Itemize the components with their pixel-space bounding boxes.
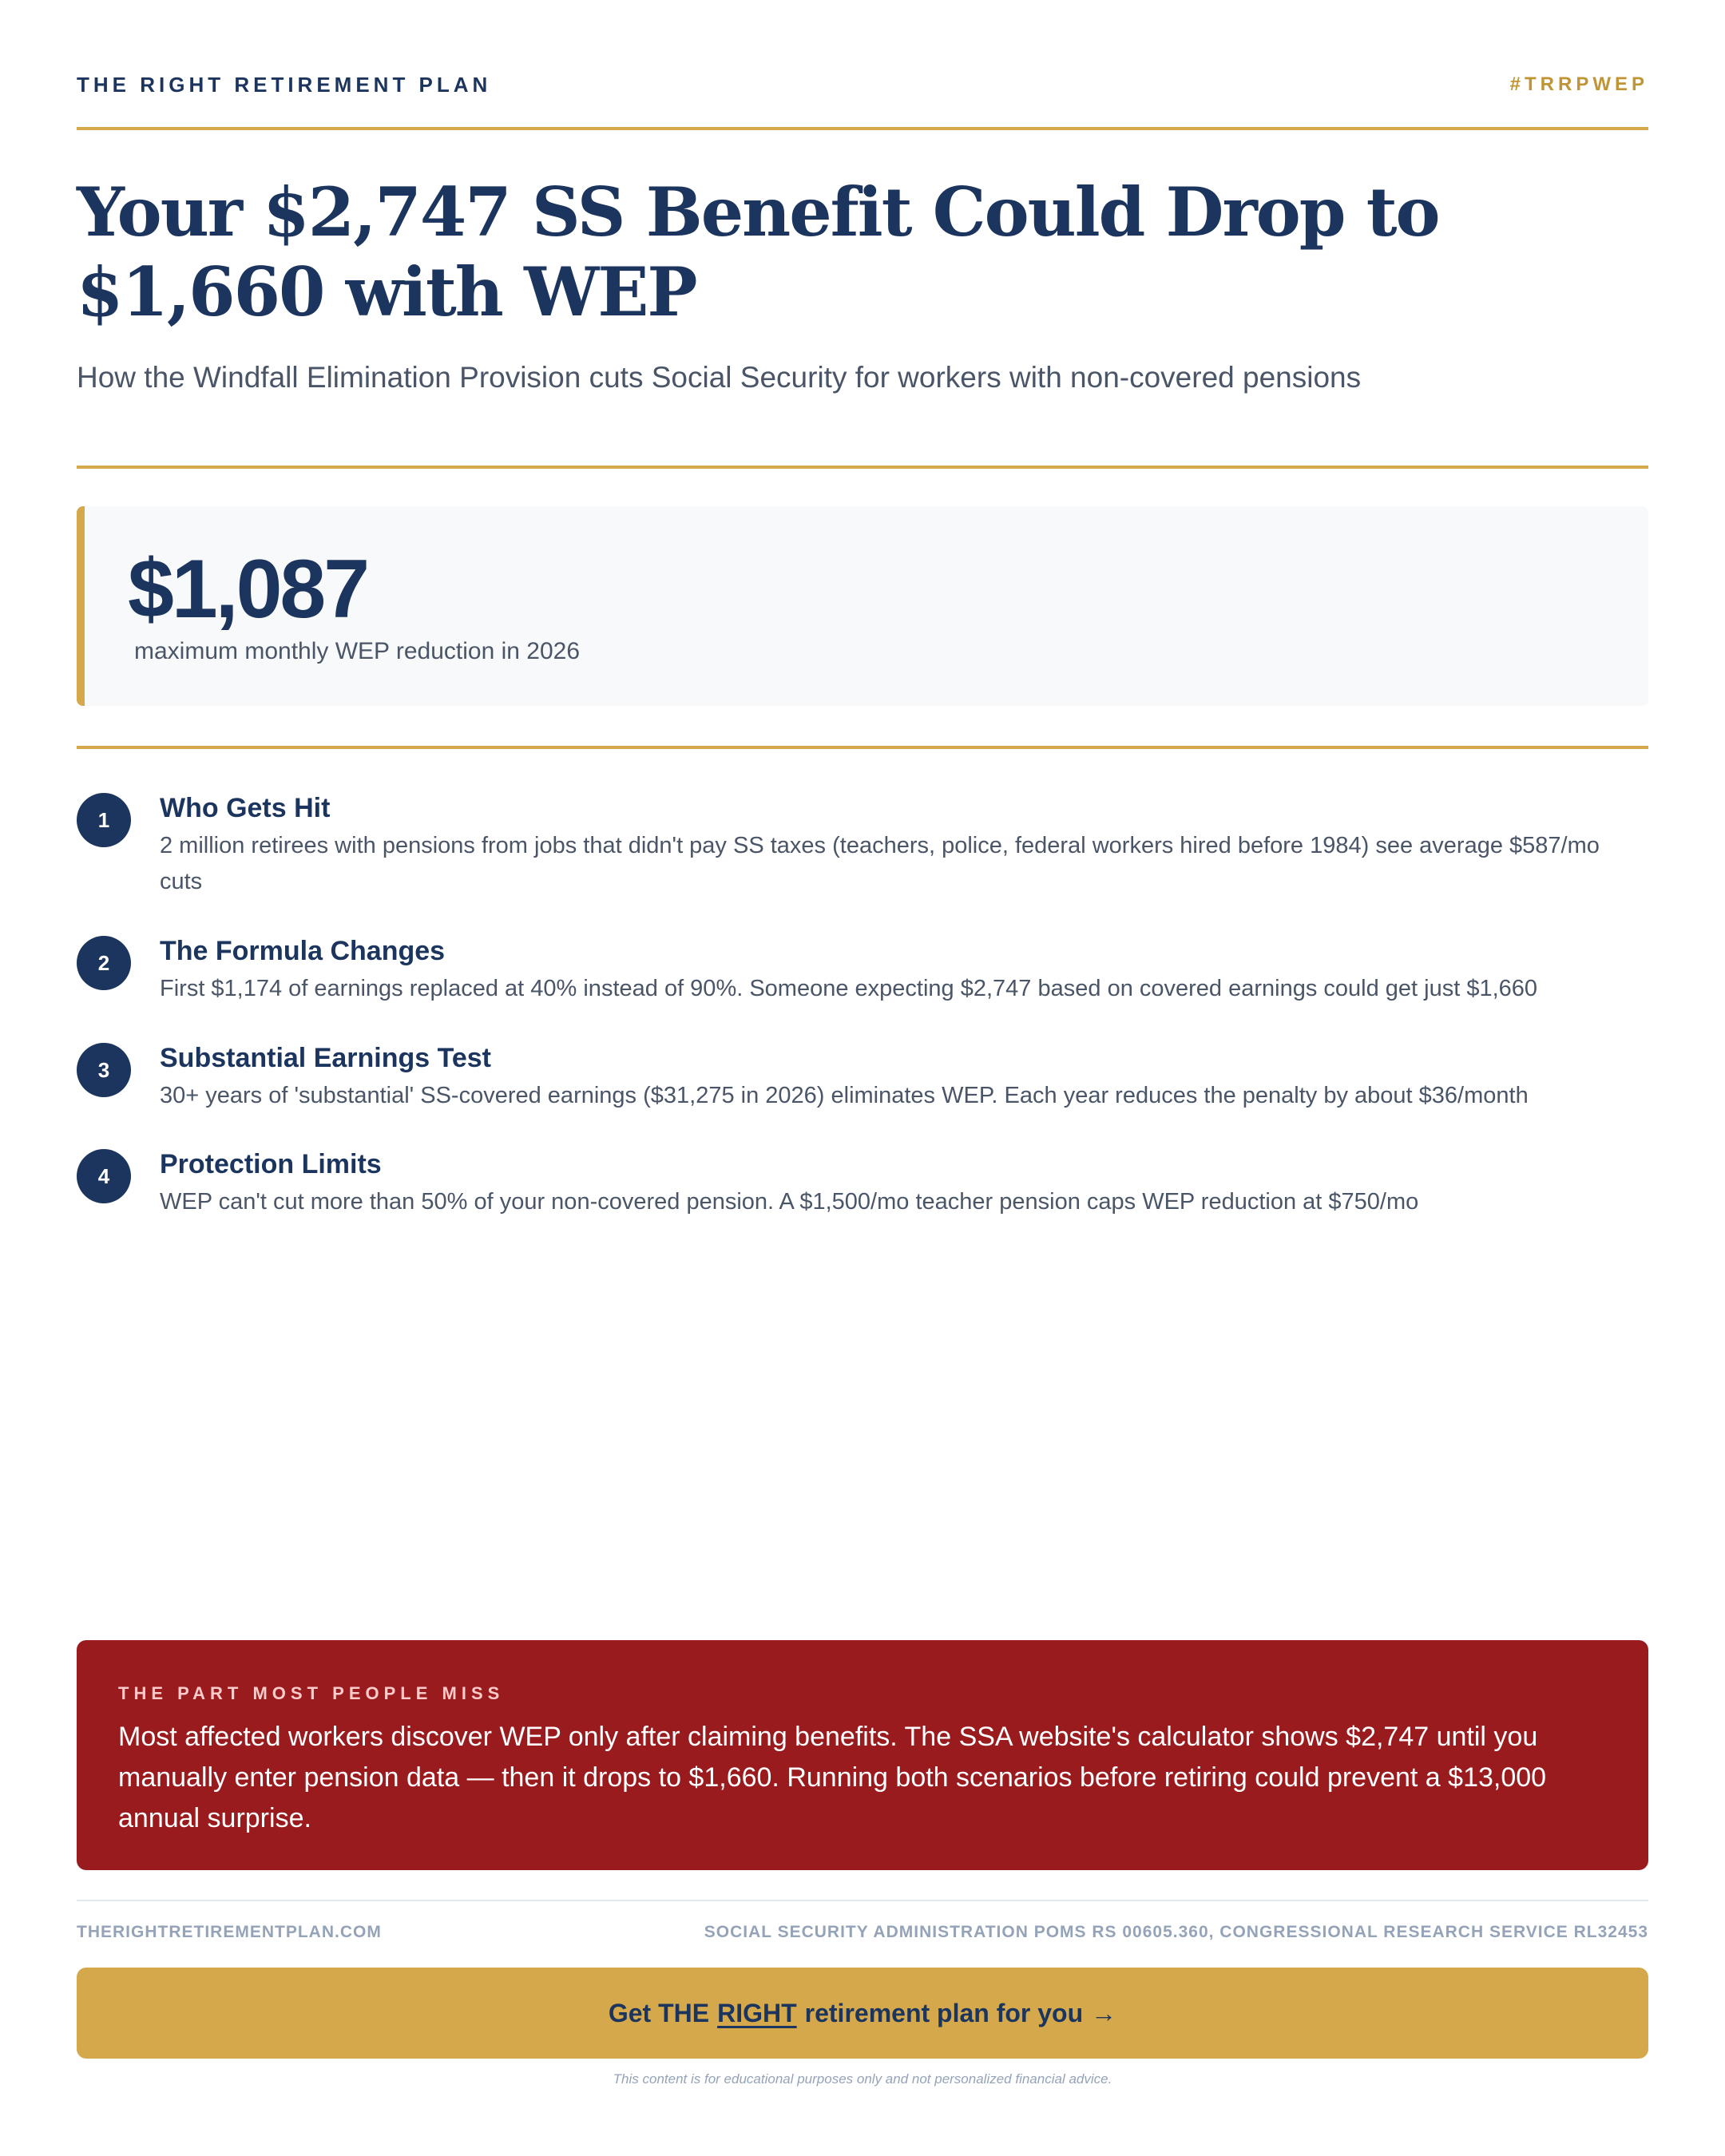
item-title: Protection Limits [160,1149,382,1179]
stat-card [77,506,1648,706]
cta-suffix: retirement plan for you [804,1998,1084,2027]
cta-prefix: Get THE [608,1998,710,2027]
number-badge: 3 [77,1043,131,1097]
stat-divider [77,746,1648,749]
item-title: The Formula Changes [160,936,446,966]
title-divider [77,466,1648,469]
item-title: Who Gets Hit [160,793,331,823]
item-title: Substantial Earnings Test [160,1043,492,1073]
item-text: 30+ years of 'substantial' SS-covered earnings ($31,275 in 2026) eliminates WEP. Each year reduces the penalty by about $36/month [160,1083,1529,1108]
brand-name: THE RIGHT RETIREMENT PLAN [77,72,492,97]
number-badge: 4 [77,1149,131,1203]
item-text: WEP can't cut more than 50% of your non-covered pension. A $1,500/mo teacher pension caps WEP reduction at $750/mo [160,1189,1419,1215]
cta-emphasis: RIGHT [717,1998,797,2027]
callout-text: Most affected workers discover WEP only after claiming benefits. The SSA website's calculator shows $2,747 until you manually enter pension data — then it drops to $1,660. Running both scenarios before retiring could prevent a $13,000 annual surprise. [118,1722,1547,1833]
header-divider [77,127,1648,130]
disclaimer: This content is for educational purposes only and not personalized financial advice. [613,2071,1112,2087]
infographic-page [77,0,1648,2156]
arrow-right-icon: → [1091,1998,1117,2027]
page-title: Your $2,747 SS Benefit Could Drop to $1,660 with WEP [77,172,1439,331]
sources-citation: SOCIAL SECURITY ADMINISTRATION POMS RS 00605.360, CONGRESSIONAL RESEARCH SERVICE RL32453 [704,1923,1648,1941]
item-text: 2 million retirees with pensions from jobs that didn't pay SS taxes (teachers, police, federal workers hired before 1984) see average $587/mo cuts [160,833,1600,894]
stat-label: maximum monthly WEP reduction in 2026 [134,638,581,664]
page-subtitle: How the Windfall Elimination Provision cuts Social Security for workers with non-covered pensions [77,361,1362,394]
stat-value: $1,087 [128,543,368,636]
warning-callout [77,1640,1648,1870]
hashtag: #TRRPWEP [1509,73,1648,95]
footer-divider [77,1900,1648,1901]
website-link[interactable]: THERIGHTRETIREMENTPLAN.COM [77,1923,382,1941]
header-bar [77,70,1648,99]
item-text: First $1,174 of earnings replaced at 40% instead of 90%. Someone expecting $2,747 based on covered earnings could get just $1,660 [160,976,1538,1001]
cta-button[interactable] [77,1968,1648,2059]
number-badge: 1 [77,793,131,847]
number-badge: 2 [77,936,131,990]
footer-row [77,1923,1648,1942]
callout-label: THE PART MOST PEOPLE MISS [118,1683,505,1703]
